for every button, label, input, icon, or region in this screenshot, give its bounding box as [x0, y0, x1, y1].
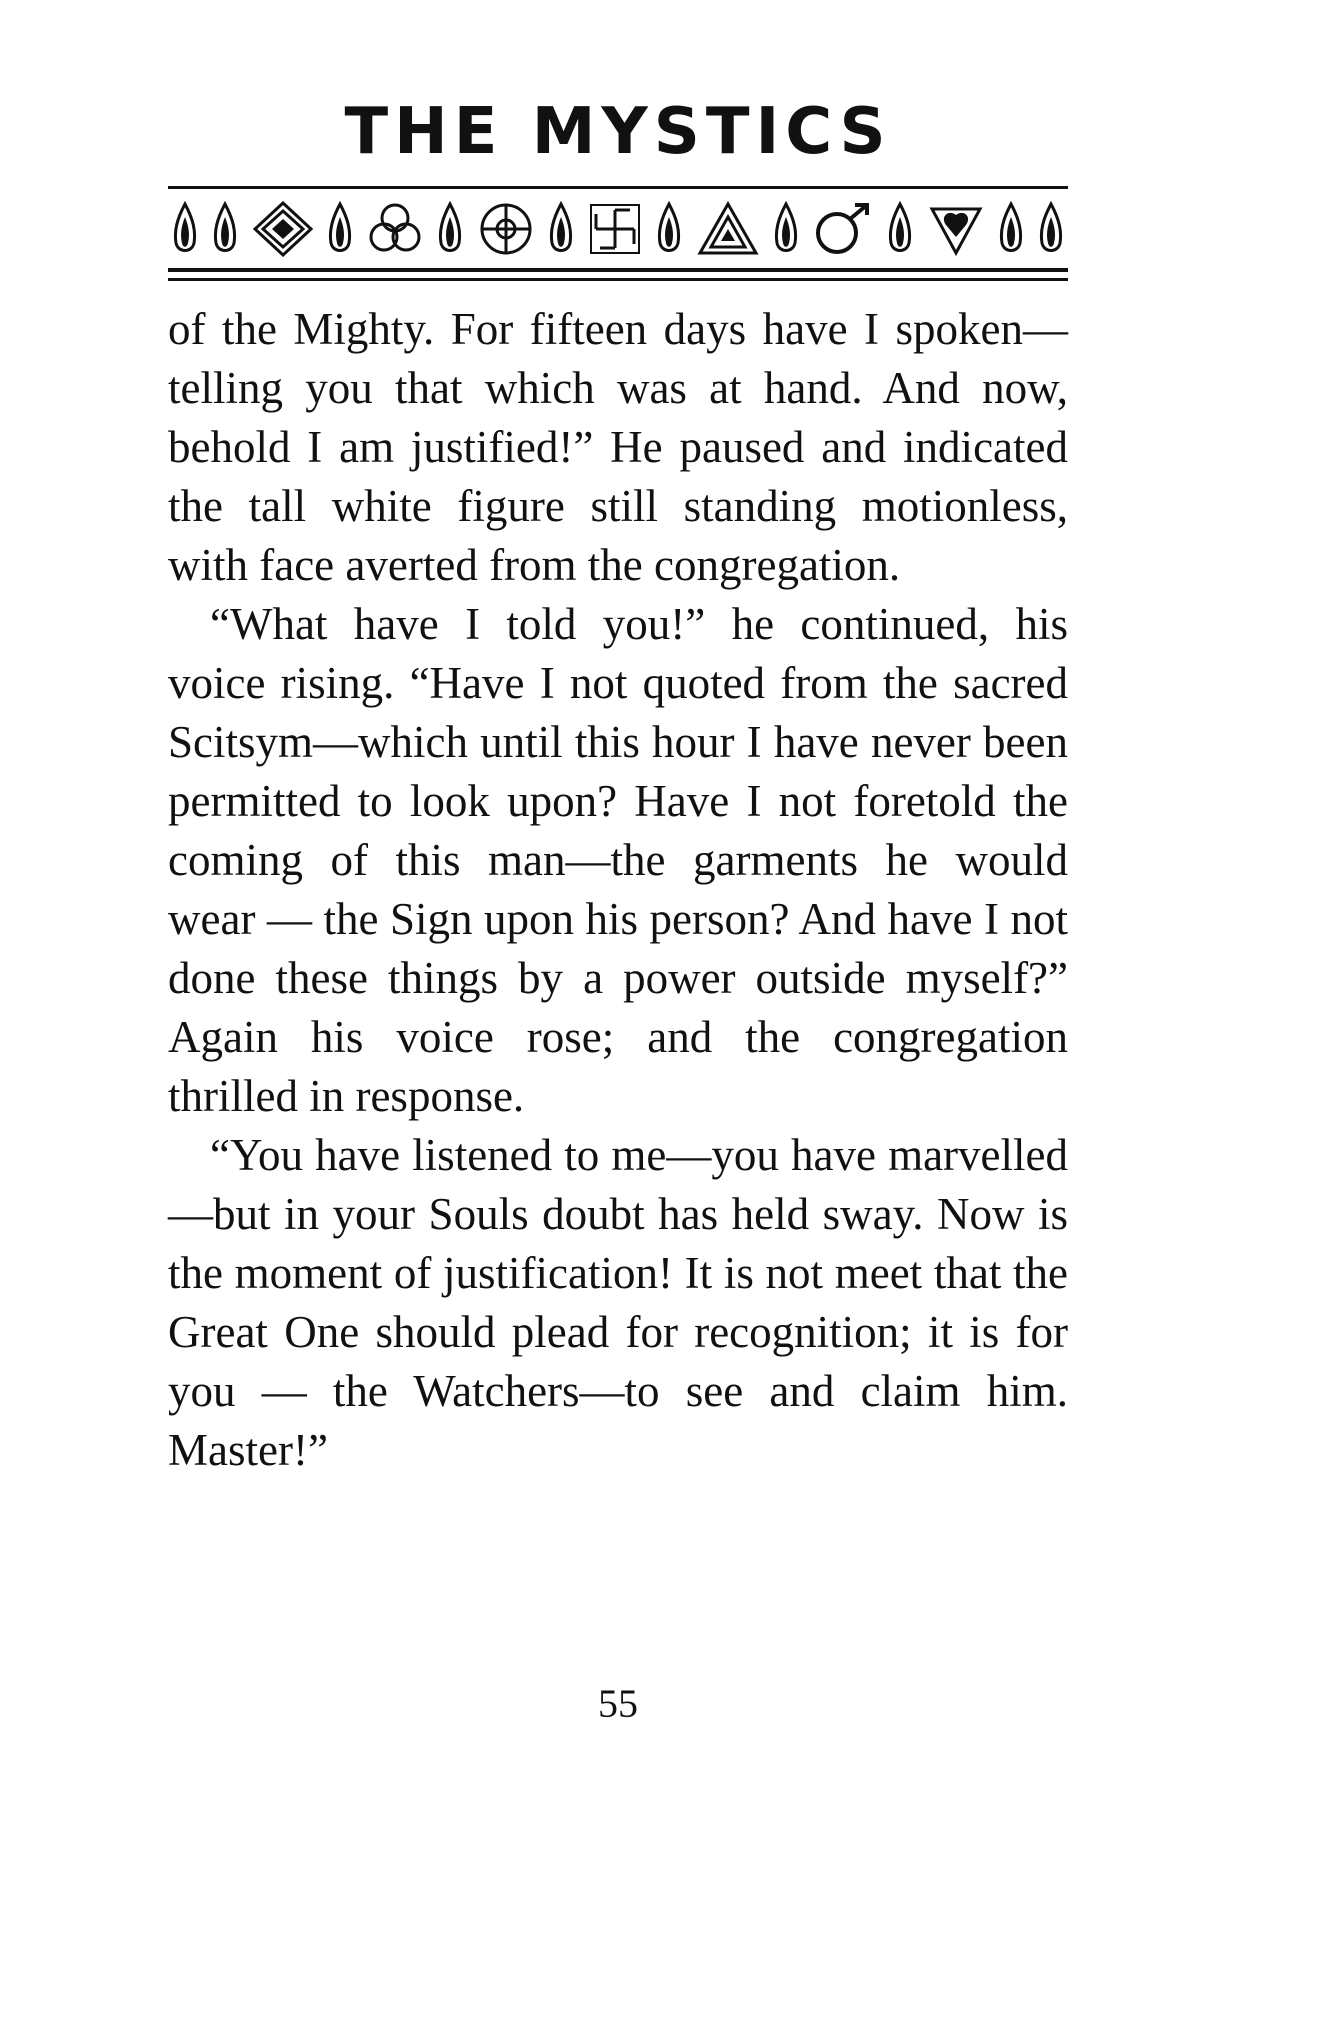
flame-icon — [172, 199, 198, 259]
paragraph: “You have listened to me—you have marvelled—but in your Souls doubt has held sway. Now is the moment of justification! It is not meet that the Great One should plead for recognition; it is for you — the Watchers—to see and claim him. Master!” — [168, 1130, 1068, 1475]
triple-ring-icon — [367, 199, 423, 259]
swastika-icon — [588, 199, 642, 259]
flame-icon — [327, 199, 353, 259]
flame-icon — [1038, 199, 1064, 259]
mars-icon — [813, 199, 873, 259]
flame-icon — [998, 199, 1024, 259]
flame-icon — [437, 199, 463, 259]
body-text — [168, 300, 1068, 1480]
paragraph: of the Mighty. For fifteen days have I spoken—telling you that which was at hand. And now, behold I am justified!” He paused and indicated the tall white figure still standing motionless, with face averted from the congregation. — [168, 304, 1068, 590]
heart-diamond-icon — [928, 199, 984, 259]
diamond-icon — [253, 199, 313, 259]
paragraph: “What have I told you!” he continued, his voice rising. “Have I not quoted from the sacred Scitsym—which until this hour I have never been permitted to look upon? Have I not foretold the coming of this man—the garments he would wear — the Sign upon his person? And have I not done these things by a power outside myself?” Again his voice rose; and the congregation thrilled in response. — [168, 599, 1068, 1121]
running-head: THE MYSTICS — [344, 95, 892, 169]
cross-circle-icon — [478, 199, 534, 259]
header-rule-bottom-thin — [168, 278, 1068, 281]
header-rule-top — [168, 186, 1068, 189]
flame-icon — [548, 199, 574, 259]
flame-icon — [656, 199, 682, 259]
triangle-icon — [697, 199, 759, 259]
flame-icon — [887, 199, 913, 259]
page-number: 55 — [598, 1681, 638, 1726]
ornament-band — [172, 196, 1064, 262]
header-rule-bottom — [168, 268, 1068, 272]
flame-icon — [773, 199, 799, 259]
flame-icon — [212, 199, 238, 259]
